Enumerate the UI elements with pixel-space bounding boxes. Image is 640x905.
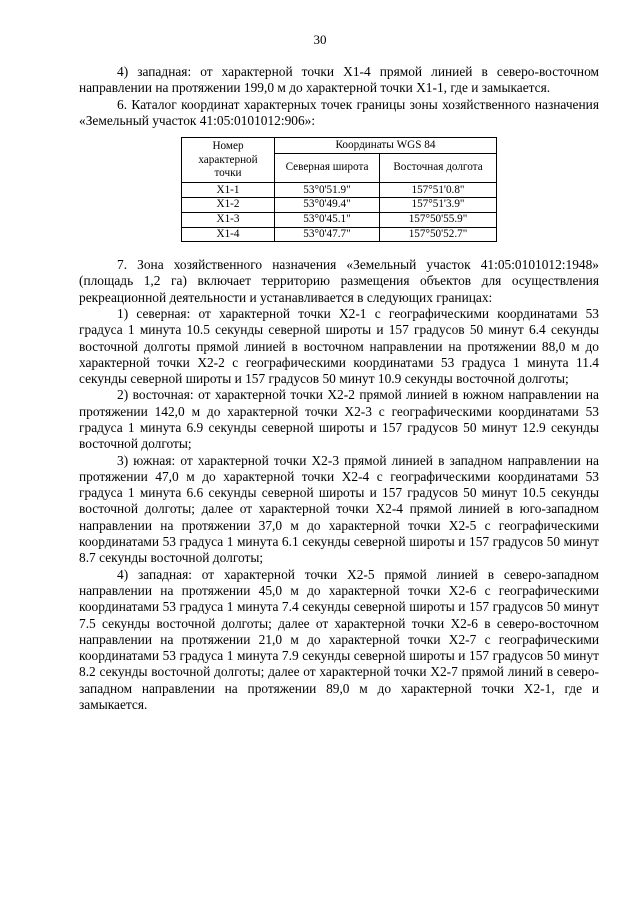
paragraph-western-boundary-x2: 4) западная: от характерной точки Х2-5 прямой линией в северо-западном направлении на протяжении 45,0 м до характерной точки Х2-6 с географическими координатами 53 градуса 1 минута 7.4 секунды северной широты и 157 градусов 50 минут 7.5 секунды восточной долготы; далее от характерной точки Х2-6 в северо-восточном направлении на протяжении 21,0 м до характерной точки Х2-7 с географическими координатами 53 градуса 1 минута 7.9 секунды северной широты и 157 градусов 50 минут 8.2 секунды восточной долготы; далее от характерной точки Х2-7 прямой линий в северо-западном направлении на протяжении 89,0 м до характерной точки Х2-1, где и замыкается. — [79, 566, 599, 713]
cell-longitude: 157°51'0.8" — [380, 183, 497, 198]
paragraph-western-boundary-x1: 4) западная: от характерной точки Х1-4 прямой линией в северо-восточном направлении на протяжении 199,0 м до характерной точки Х1-1, где и замыкается. — [79, 64, 599, 96]
cell-point: Х1-3 — [182, 212, 275, 227]
paragraph-zone-7-intro: 7. Зона хозяйственного назначения «Земельный участок 41:05:0101012:1948» (площадь 1,2 га) включает территорию размещения объектов для осуществления рекреационной деятельности и устанавливается в следующих границах: — [79, 257, 599, 305]
table-row — [182, 183, 497, 198]
cell-longitude: 157°50'55.9" — [380, 212, 497, 227]
coordinates-table-wrapper — [79, 137, 599, 241]
cell-latitude: 53°0'45.1" — [275, 212, 380, 227]
cell-latitude: 53°0'47.7" — [275, 227, 380, 242]
cell-longitude: 157°51'3.9" — [380, 198, 497, 213]
cell-latitude: 53°0'51.9" — [275, 183, 380, 198]
table-row — [182, 212, 497, 227]
cell-point: Х1-1 — [182, 183, 275, 198]
coordinates-table — [181, 137, 497, 242]
paragraph-southern-boundary: 3) южная: от характерной точки Х2-3 прямой линией в западном направлении на протяжении 47,0 м до характерной точки Х2-4 с географическими координатами 53 градуса 1 минута 6.6 секунды северной широты и 157 градусов 50 минут 10.5 секунды восточной долготы; далее от характерной точки Х2-4 прямой линией в юго-западном направлении на протяжении 37,0 м до характерной точки Х2-5 с географическими координатами 53 градуса 1 минута 6.1 секунды северной широты и 157 градусов 50 минут 8.7 секунды восточной долготы; — [79, 452, 599, 566]
header-north-latitude: Северная широта — [275, 153, 380, 183]
header-coordinates-wgs84: Координаты WGS 84 — [275, 138, 497, 153]
table-row — [182, 198, 497, 213]
table-row — [182, 227, 497, 242]
cell-point: Х1-4 — [182, 227, 275, 242]
header-east-longitude: Восточная долгота — [380, 153, 497, 183]
paragraph-catalog-heading: 6. Каталог координат характерных точек границы зоны хозяйственного назначения «Земельный участок 41:05:0101012:906»: — [79, 96, 599, 128]
document-body — [79, 64, 599, 713]
paragraph-eastern-boundary: 2) восточная: от характерной точки Х2-2 прямой линией в южном направлении на протяжении 142,0 м до характерной точки Х2-3 с географическими координатами 53 градуса 1 минута 6.9 секунды северной широты и 157 градусов 50 минут 12.9 секунды восточной долготы; — [79, 387, 599, 452]
header-point-number: Номер характерной точки — [182, 138, 275, 183]
cell-point: Х1-2 — [182, 198, 275, 213]
table-header-row — [182, 138, 497, 153]
cell-longitude: 157°50'52.7" — [380, 227, 497, 242]
cell-latitude: 53°0'49.4" — [275, 198, 380, 213]
paragraph-northern-boundary: 1) северная: от характерной точки Х2-1 с географическими координатами 53 градуса 1 минута 10.5 секунды северной широты и 157 градусов 50 минут 6.4 секунды восточной долготы прямой линией в восточном направлении на протяжении 88,0 м до характерной точки Х2-2 с географическими координатами 53 градуса 1 минута 11.4 секунды северной широты и 157 градусов 50 минут 10.9 секунды восточной долготы; — [79, 305, 599, 387]
page-number: 30 — [313, 32, 327, 47]
